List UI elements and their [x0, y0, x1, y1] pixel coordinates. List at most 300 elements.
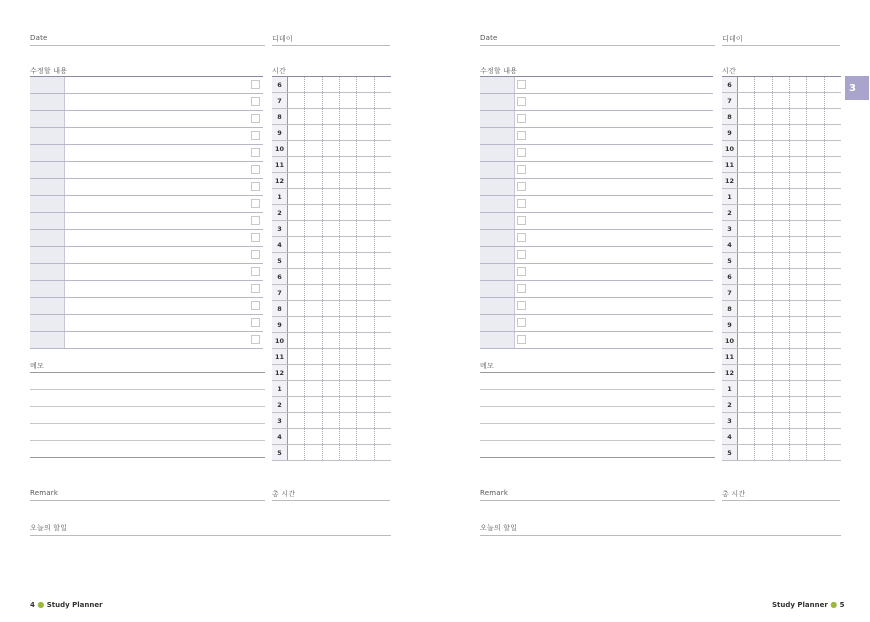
time-slot[interactable] — [357, 253, 374, 268]
task-row[interactable] — [30, 145, 263, 162]
time-slot[interactable] — [340, 269, 357, 284]
time-slot[interactable] — [305, 381, 322, 396]
remark-field[interactable] — [480, 500, 715, 501]
time-slot[interactable] — [305, 317, 322, 332]
time-slot[interactable] — [807, 93, 824, 108]
task-row[interactable] — [30, 281, 263, 298]
time-slot[interactable] — [357, 269, 374, 284]
time-slot[interactable] — [357, 397, 374, 412]
time-slot[interactable] — [375, 221, 391, 236]
time-slot[interactable] — [340, 317, 357, 332]
time-slot[interactable] — [738, 237, 755, 252]
task-checkbox[interactable] — [517, 80, 526, 89]
time-slot[interactable] — [807, 365, 824, 380]
time-slot[interactable] — [340, 253, 357, 268]
time-slot[interactable] — [738, 349, 755, 364]
time-slot[interactable] — [738, 285, 755, 300]
time-slot[interactable] — [825, 189, 841, 204]
time-slot[interactable] — [738, 269, 755, 284]
time-slot[interactable] — [357, 173, 374, 188]
time-slot[interactable] — [323, 301, 340, 316]
task-row[interactable] — [480, 179, 713, 196]
time-slot[interactable] — [305, 413, 322, 428]
time-slot[interactable] — [755, 333, 772, 348]
task-checkbox[interactable] — [251, 301, 260, 310]
time-slot[interactable] — [375, 109, 391, 124]
time-slot[interactable] — [323, 77, 340, 92]
time-slot[interactable] — [773, 141, 790, 156]
time-slot[interactable] — [305, 429, 322, 444]
time-slot[interactable] — [755, 93, 772, 108]
task-row[interactable] — [30, 230, 263, 247]
time-slot[interactable] — [825, 333, 841, 348]
time-slot[interactable] — [375, 365, 391, 380]
date-field[interactable] — [480, 45, 715, 46]
task-row[interactable] — [480, 145, 713, 162]
time-slot[interactable] — [790, 77, 807, 92]
time-slot[interactable] — [357, 93, 374, 108]
time-slot[interactable] — [807, 237, 824, 252]
time-slot[interactable] — [375, 349, 391, 364]
time-slot[interactable] — [288, 365, 305, 380]
time-slot[interactable] — [375, 317, 391, 332]
time-slot[interactable] — [305, 301, 322, 316]
time-slot[interactable] — [340, 285, 357, 300]
time-slot[interactable] — [738, 317, 755, 332]
time-slot[interactable] — [375, 253, 391, 268]
time-slot[interactable] — [357, 349, 374, 364]
time-slot[interactable] — [755, 397, 772, 412]
task-row[interactable] — [30, 77, 263, 94]
time-slot[interactable] — [323, 189, 340, 204]
task-row[interactable] — [480, 196, 713, 213]
time-slot[interactable] — [323, 237, 340, 252]
time-slot[interactable] — [357, 221, 374, 236]
time-slot[interactable] — [738, 141, 755, 156]
time-slot[interactable] — [340, 349, 357, 364]
time-slot[interactable] — [755, 429, 772, 444]
time-slot[interactable] — [807, 381, 824, 396]
time-slot[interactable] — [773, 301, 790, 316]
time-slot[interactable] — [738, 109, 755, 124]
time-slot[interactable] — [807, 173, 824, 188]
time-slot[interactable] — [323, 141, 340, 156]
task-row[interactable] — [30, 94, 263, 111]
time-slot[interactable] — [773, 445, 790, 460]
total-time-field[interactable] — [272, 500, 390, 501]
time-slot[interactable] — [790, 269, 807, 284]
time-slot[interactable] — [825, 365, 841, 380]
task-checkbox[interactable] — [251, 284, 260, 293]
time-slot[interactable] — [807, 429, 824, 444]
task-row[interactable] — [30, 196, 263, 213]
time-slot[interactable] — [790, 301, 807, 316]
task-checkbox[interactable] — [251, 267, 260, 276]
time-slot[interactable] — [340, 205, 357, 220]
task-row[interactable] — [480, 128, 713, 145]
time-slot[interactable] — [288, 205, 305, 220]
task-row[interactable] — [30, 247, 263, 264]
time-slot[interactable] — [357, 77, 374, 92]
time-slot[interactable] — [340, 173, 357, 188]
time-slot[interactable] — [755, 141, 772, 156]
time-slot[interactable] — [340, 445, 357, 460]
time-slot[interactable] — [375, 237, 391, 252]
time-slot[interactable] — [755, 365, 772, 380]
time-slot[interactable] — [825, 317, 841, 332]
time-slot[interactable] — [357, 285, 374, 300]
time-slot[interactable] — [323, 205, 340, 220]
time-slot[interactable] — [288, 413, 305, 428]
task-row[interactable] — [480, 281, 713, 298]
time-slot[interactable] — [375, 157, 391, 172]
task-checkbox[interactable] — [251, 114, 260, 123]
time-slot[interactable] — [825, 109, 841, 124]
time-slot[interactable] — [790, 221, 807, 236]
time-slot[interactable] — [790, 93, 807, 108]
task-row[interactable] — [480, 264, 713, 281]
time-slot[interactable] — [790, 237, 807, 252]
time-slot[interactable] — [375, 301, 391, 316]
time-slot[interactable] — [790, 397, 807, 412]
time-slot[interactable] — [288, 301, 305, 316]
time-slot[interactable] — [288, 173, 305, 188]
task-checkbox[interactable] — [251, 165, 260, 174]
time-slot[interactable] — [340, 365, 357, 380]
time-slot[interactable] — [323, 429, 340, 444]
task-checkbox[interactable] — [251, 216, 260, 225]
time-slot[interactable] — [305, 141, 322, 156]
time-slot[interactable] — [323, 413, 340, 428]
task-row[interactable] — [480, 315, 713, 332]
time-slot[interactable] — [288, 429, 305, 444]
task-row[interactable] — [30, 298, 263, 315]
time-slot[interactable] — [357, 301, 374, 316]
time-slot[interactable] — [738, 253, 755, 268]
time-slot[interactable] — [375, 141, 391, 156]
task-checkbox[interactable] — [251, 182, 260, 191]
time-slot[interactable] — [773, 269, 790, 284]
time-slot[interactable] — [323, 173, 340, 188]
time-slot[interactable] — [357, 141, 374, 156]
time-slot[interactable] — [375, 397, 391, 412]
time-slot[interactable] — [288, 141, 305, 156]
dday-field[interactable] — [272, 45, 390, 46]
time-slot[interactable] — [357, 205, 374, 220]
time-slot[interactable] — [288, 397, 305, 412]
task-checkbox[interactable] — [517, 131, 526, 140]
time-slot[interactable] — [340, 93, 357, 108]
time-slot[interactable] — [323, 221, 340, 236]
time-slot[interactable] — [375, 125, 391, 140]
time-slot[interactable] — [340, 333, 357, 348]
time-slot[interactable] — [357, 125, 374, 140]
time-slot[interactable] — [825, 205, 841, 220]
task-row[interactable] — [480, 77, 713, 94]
task-row[interactable] — [30, 332, 263, 349]
time-slot[interactable] — [825, 173, 841, 188]
time-slot[interactable] — [738, 157, 755, 172]
task-checkbox[interactable] — [517, 301, 526, 310]
time-slot[interactable] — [825, 413, 841, 428]
time-slot[interactable] — [305, 269, 322, 284]
task-checkbox[interactable] — [251, 233, 260, 242]
time-slot[interactable] — [773, 397, 790, 412]
time-slot[interactable] — [755, 269, 772, 284]
time-slot[interactable] — [340, 189, 357, 204]
time-slot[interactable] — [738, 93, 755, 108]
time-slot[interactable] — [340, 141, 357, 156]
time-slot[interactable] — [807, 269, 824, 284]
time-slot[interactable] — [323, 93, 340, 108]
time-slot[interactable] — [755, 221, 772, 236]
time-slot[interactable] — [305, 397, 322, 412]
time-slot[interactable] — [790, 333, 807, 348]
time-slot[interactable] — [305, 173, 322, 188]
task-row[interactable] — [30, 213, 263, 230]
time-slot[interactable] — [755, 205, 772, 220]
time-slot[interactable] — [790, 317, 807, 332]
today-field[interactable] — [480, 535, 841, 536]
time-slot[interactable] — [773, 205, 790, 220]
task-row[interactable] — [480, 332, 713, 349]
time-slot[interactable] — [773, 333, 790, 348]
time-slot[interactable] — [807, 77, 824, 92]
task-checkbox[interactable] — [517, 114, 526, 123]
time-slot[interactable] — [323, 397, 340, 412]
total-time-field[interactable] — [722, 500, 840, 501]
time-slot[interactable] — [288, 445, 305, 460]
time-slot[interactable] — [790, 285, 807, 300]
time-slot[interactable] — [323, 381, 340, 396]
time-slot[interactable] — [773, 189, 790, 204]
time-slot[interactable] — [790, 445, 807, 460]
time-slot[interactable] — [807, 445, 824, 460]
time-slot[interactable] — [375, 173, 391, 188]
time-slot[interactable] — [288, 77, 305, 92]
time-slot[interactable] — [825, 141, 841, 156]
time-slot[interactable] — [375, 381, 391, 396]
time-slot[interactable] — [755, 237, 772, 252]
time-slot[interactable] — [288, 93, 305, 108]
time-slot[interactable] — [807, 349, 824, 364]
time-slot[interactable] — [375, 285, 391, 300]
time-slot[interactable] — [375, 189, 391, 204]
time-slot[interactable] — [755, 157, 772, 172]
dday-field[interactable] — [722, 45, 840, 46]
time-slot[interactable] — [340, 157, 357, 172]
time-slot[interactable] — [773, 285, 790, 300]
time-slot[interactable] — [825, 253, 841, 268]
time-slot[interactable] — [825, 301, 841, 316]
task-row[interactable] — [30, 264, 263, 281]
time-slot[interactable] — [755, 349, 772, 364]
time-slot[interactable] — [288, 221, 305, 236]
time-slot[interactable] — [773, 157, 790, 172]
time-slot[interactable] — [807, 301, 824, 316]
task-checkbox[interactable] — [517, 216, 526, 225]
time-slot[interactable] — [738, 381, 755, 396]
time-slot[interactable] — [738, 429, 755, 444]
task-checkbox[interactable] — [517, 148, 526, 157]
task-row[interactable] — [480, 111, 713, 128]
time-slot[interactable] — [288, 381, 305, 396]
time-slot[interactable] — [773, 253, 790, 268]
time-slot[interactable] — [790, 429, 807, 444]
time-slot[interactable] — [755, 413, 772, 428]
time-slot[interactable] — [305, 77, 322, 92]
time-slot[interactable] — [755, 77, 772, 92]
time-slot[interactable] — [790, 109, 807, 124]
task-row[interactable] — [30, 162, 263, 179]
time-slot[interactable] — [323, 349, 340, 364]
task-row[interactable] — [30, 128, 263, 145]
time-slot[interactable] — [790, 141, 807, 156]
time-slot[interactable] — [738, 445, 755, 460]
time-slot[interactable] — [305, 333, 322, 348]
time-slot[interactable] — [375, 445, 391, 460]
time-slot[interactable] — [323, 125, 340, 140]
time-slot[interactable] — [755, 125, 772, 140]
time-slot[interactable] — [738, 205, 755, 220]
task-row[interactable] — [480, 247, 713, 264]
time-slot[interactable] — [825, 429, 841, 444]
time-slot[interactable] — [790, 205, 807, 220]
time-slot[interactable] — [755, 189, 772, 204]
time-slot[interactable] — [807, 141, 824, 156]
time-slot[interactable] — [755, 301, 772, 316]
time-slot[interactable] — [357, 445, 374, 460]
today-field[interactable] — [30, 535, 391, 536]
time-slot[interactable] — [807, 189, 824, 204]
time-slot[interactable] — [323, 317, 340, 332]
time-slot[interactable] — [375, 93, 391, 108]
time-slot[interactable] — [288, 109, 305, 124]
time-slot[interactable] — [773, 237, 790, 252]
task-checkbox[interactable] — [517, 97, 526, 106]
time-slot[interactable] — [357, 413, 374, 428]
time-slot[interactable] — [305, 157, 322, 172]
time-slot[interactable] — [375, 429, 391, 444]
time-slot[interactable] — [738, 413, 755, 428]
time-slot[interactable] — [825, 77, 841, 92]
time-slot[interactable] — [738, 397, 755, 412]
time-slot[interactable] — [323, 333, 340, 348]
time-slot[interactable] — [288, 157, 305, 172]
task-row[interactable] — [30, 179, 263, 196]
time-slot[interactable] — [755, 285, 772, 300]
time-slot[interactable] — [773, 93, 790, 108]
time-slot[interactable] — [790, 253, 807, 268]
time-slot[interactable] — [357, 157, 374, 172]
time-slot[interactable] — [825, 157, 841, 172]
time-slot[interactable] — [305, 221, 322, 236]
time-slot[interactable] — [825, 397, 841, 412]
time-slot[interactable] — [288, 349, 305, 364]
task-checkbox[interactable] — [517, 284, 526, 293]
time-slot[interactable] — [773, 317, 790, 332]
time-slot[interactable] — [357, 429, 374, 444]
time-slot[interactable] — [755, 253, 772, 268]
time-slot[interactable] — [288, 189, 305, 204]
time-slot[interactable] — [807, 317, 824, 332]
time-slot[interactable] — [807, 125, 824, 140]
task-checkbox[interactable] — [517, 335, 526, 344]
task-row[interactable] — [30, 315, 263, 332]
time-slot[interactable] — [288, 333, 305, 348]
time-slot[interactable] — [738, 77, 755, 92]
time-slot[interactable] — [340, 77, 357, 92]
time-slot[interactable] — [790, 413, 807, 428]
time-slot[interactable] — [790, 189, 807, 204]
time-slot[interactable] — [773, 77, 790, 92]
time-slot[interactable] — [773, 109, 790, 124]
time-slot[interactable] — [357, 317, 374, 332]
task-checkbox[interactable] — [517, 182, 526, 191]
time-slot[interactable] — [323, 285, 340, 300]
time-slot[interactable] — [790, 125, 807, 140]
task-checkbox[interactable] — [251, 148, 260, 157]
time-slot[interactable] — [340, 125, 357, 140]
task-row[interactable] — [480, 230, 713, 247]
time-slot[interactable] — [807, 253, 824, 268]
time-slot[interactable] — [340, 221, 357, 236]
time-slot[interactable] — [738, 333, 755, 348]
time-slot[interactable] — [375, 77, 391, 92]
time-slot[interactable] — [288, 269, 305, 284]
time-slot[interactable] — [375, 413, 391, 428]
time-slot[interactable] — [323, 365, 340, 380]
task-row[interactable] — [30, 111, 263, 128]
time-slot[interactable] — [807, 413, 824, 428]
task-row[interactable] — [480, 94, 713, 111]
task-checkbox[interactable] — [251, 335, 260, 344]
time-slot[interactable] — [825, 93, 841, 108]
time-slot[interactable] — [790, 157, 807, 172]
time-slot[interactable] — [755, 317, 772, 332]
time-slot[interactable] — [738, 365, 755, 380]
task-checkbox[interactable] — [517, 267, 526, 276]
time-slot[interactable] — [305, 109, 322, 124]
time-slot[interactable] — [807, 205, 824, 220]
time-slot[interactable] — [755, 173, 772, 188]
time-slot[interactable] — [738, 173, 755, 188]
time-slot[interactable] — [340, 109, 357, 124]
time-slot[interactable] — [807, 221, 824, 236]
task-row[interactable] — [480, 298, 713, 315]
remark-field[interactable] — [30, 500, 265, 501]
time-slot[interactable] — [773, 429, 790, 444]
time-slot[interactable] — [790, 173, 807, 188]
time-slot[interactable] — [288, 237, 305, 252]
time-slot[interactable] — [790, 381, 807, 396]
time-slot[interactable] — [807, 109, 824, 124]
task-checkbox[interactable] — [251, 199, 260, 208]
time-slot[interactable] — [305, 365, 322, 380]
time-slot[interactable] — [825, 237, 841, 252]
time-slot[interactable] — [773, 221, 790, 236]
time-slot[interactable] — [340, 429, 357, 444]
time-slot[interactable] — [825, 285, 841, 300]
time-slot[interactable] — [340, 301, 357, 316]
time-slot[interactable] — [807, 285, 824, 300]
time-slot[interactable] — [773, 173, 790, 188]
time-slot[interactable] — [357, 365, 374, 380]
time-slot[interactable] — [288, 285, 305, 300]
task-checkbox[interactable] — [251, 80, 260, 89]
time-slot[interactable] — [357, 333, 374, 348]
time-slot[interactable] — [340, 397, 357, 412]
